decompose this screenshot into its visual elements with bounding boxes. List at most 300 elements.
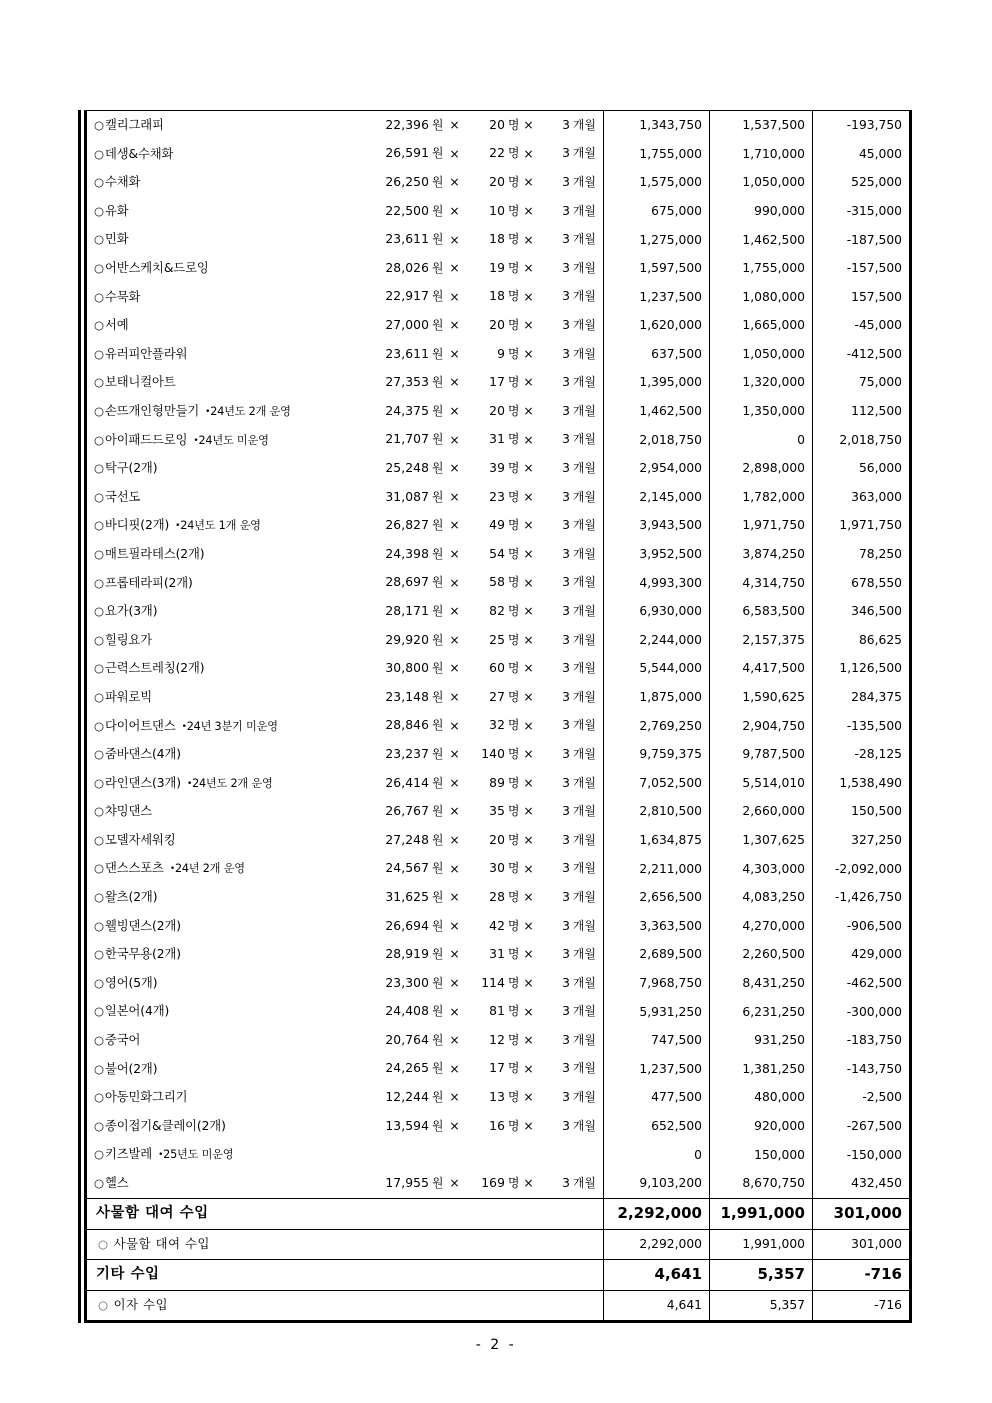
months-cell: 3 개월 [562,346,596,361]
multiply-symbol-1: × [449,118,460,133]
participant-count-cell: 17 명 [489,375,520,390]
budget-current-cell: 1,597,500 [604,254,710,283]
circle-bullet-icon: ○ [94,1033,104,1048]
program-name-cell [86,883,354,912]
months-cell: 3 개월 [562,461,596,476]
circle-bullet-icon: ○ [94,747,104,762]
budget-current-cell: 747,500 [604,1026,710,1055]
months-cell: 3 개월 [562,175,596,190]
budget-current-cell: 4,641 [604,1259,710,1290]
program-name-cell [86,168,354,197]
participant-count-cell: 31 명 [489,432,520,447]
multiply-symbol-1: × [449,718,460,733]
budget-current-cell: 2,810,500 [604,797,710,826]
circle-bullet-icon: ○ [94,975,104,990]
program-name-label: 챠밍댄스 [104,804,153,819]
budget-diff-cell: 432,450 [813,1169,911,1198]
multiply-symbol-1: × [449,690,460,705]
multiply-symbol-2: × [523,404,534,419]
budget-current-cell: 0 [604,1140,710,1169]
participant-count-cell: 60 명 [489,661,520,676]
months-cell: 3 개월 [562,575,596,590]
budget-previous-cell: 3,874,250 [710,540,813,569]
program-name-label: 매트필라테스(2개) [104,546,205,561]
budget-previous-cell: 9,787,500 [710,740,813,769]
multiply-symbol-1: × [449,175,460,190]
multiply-symbol-1: × [449,775,460,790]
months-cell: 3 개월 [562,1175,596,1190]
months-cell: 3 개월 [562,260,596,275]
table-row [86,569,911,598]
program-name-label: 근력스트레칭(2개) [104,661,205,676]
program-name-label: 탁구(2개) [104,461,158,476]
months-cell: 3 개월 [562,546,596,561]
budget-current-cell: 1,462,500 [604,397,710,426]
table-row [86,168,911,197]
program-name-cell [86,769,354,798]
table-row [86,283,911,312]
months-cell: 3 개월 [562,632,596,647]
budget-diff-cell: 363,000 [813,483,911,512]
table-row [86,883,911,912]
multiply-symbol-1: × [449,489,460,504]
table-row [86,397,911,426]
table-row [86,1083,911,1112]
months-cell: 3 개월 [562,746,596,761]
program-name-label: 헬스 [104,1176,129,1191]
unit-price-cell: 23,300 원 [385,975,444,990]
unit-price-cell: 23,237 원 [385,746,444,761]
table-row [86,969,911,998]
table-row [86,254,911,283]
program-name-label: 아동민화그리기 [104,1090,188,1105]
unit-price-cell: 28,026 원 [385,260,444,275]
budget-current-cell: 5,544,000 [604,654,710,683]
multiply-symbol-2: × [523,118,534,133]
circle-bullet-icon: ○ [94,832,104,847]
table-row [86,940,911,969]
financial-table [84,110,912,1323]
circle-bullet-icon: ○ [94,661,104,676]
multiply-symbol-2: × [523,632,534,647]
months-cell: 3 개월 [562,289,596,304]
circle-bullet-icon: ○ [94,775,104,790]
program-name-cell [86,997,354,1026]
months-cell: 3 개월 [562,947,596,962]
multiply-symbol-2: × [523,918,534,933]
program-name-cell [86,826,354,855]
participant-count-cell: 89 명 [489,775,520,790]
program-name-cell [86,283,354,312]
section-label: 사물함 대여 수입 [96,1205,209,1222]
participant-count-cell: 169 명 [481,1175,520,1190]
circle-bullet-icon: ○ [94,575,104,590]
circle-bullet-icon: ○ [94,461,104,476]
multiply-symbol-1: × [449,432,460,447]
program-name-cell [86,254,354,283]
unit-price-cell: 27,000 원 [385,318,444,333]
participant-count-cell: 35 명 [489,804,520,819]
unit-price-cell: 28,919 원 [385,947,444,962]
budget-previous-cell: 990,000 [710,197,813,226]
multiply-symbol-2: × [523,461,534,476]
program-name-cell [86,426,354,455]
circle-bullet-icon: ○ [94,947,104,962]
budget-current-cell: 3,952,500 [604,540,710,569]
circle-bullet-icon: ○ [94,232,104,247]
multiply-symbol-2: × [523,1118,534,1133]
unit-price-cell: 22,917 원 [385,289,444,304]
program-note-label: •24년도 미운영 [193,433,269,447]
table-row [86,540,911,569]
months-cell: 3 개월 [562,918,596,933]
budget-previous-cell: 1,665,000 [710,311,813,340]
budget-previous-cell: 1,381,250 [710,1055,813,1084]
participant-count-cell: 12 명 [489,1032,520,1047]
budget-previous-cell: 1,710,000 [710,140,813,169]
unit-price-cell: 24,398 원 [385,546,444,561]
budget-current-cell: 2,211,000 [604,854,710,883]
budget-current-cell: 675,000 [604,197,710,226]
budget-previous-cell: 0 [710,426,813,455]
budget-previous-cell: 931,250 [710,1026,813,1055]
participant-count-cell: 32 명 [489,718,520,733]
participant-count-cell: 19 명 [489,260,520,275]
table-row [86,340,911,369]
budget-previous-cell: 1,050,000 [710,168,813,197]
months-cell: 3 개월 [562,661,596,676]
budget-previous-cell: 5,357 [710,1290,813,1321]
budget-current-cell: 1,237,500 [604,1055,710,1084]
budget-previous-cell: 1,050,000 [710,340,813,369]
budget-diff-cell: -267,500 [813,1112,911,1141]
circle-bullet-icon: ○ [94,804,104,819]
budget-diff-cell: -45,000 [813,311,911,340]
table-row [86,1112,911,1141]
budget-current-cell: 2,244,000 [604,626,710,655]
budget-current-cell: 2,954,000 [604,454,710,483]
program-name-cell [86,797,354,826]
program-name-label: 일본어(4개) [104,1004,170,1019]
outer-left-rule [78,110,81,1323]
budget-previous-cell: 6,231,250 [710,997,813,1026]
circle-bullet-icon: ○ [94,1004,104,1019]
circle-bullet-icon: ○ [94,1147,104,1162]
months-cell: 3 개월 [562,117,596,132]
budget-previous-cell: 1,991,000 [710,1229,813,1259]
budget-diff-cell: -716 [813,1259,911,1290]
table-row [86,769,911,798]
participant-count-cell: 10 명 [489,203,520,218]
participant-count-cell: 20 명 [489,318,520,333]
multiply-symbol-2: × [523,690,534,705]
program-name-label: 국선도 [104,489,141,504]
unit-price-cell: 26,827 원 [385,518,444,533]
multiply-symbol-2: × [523,489,534,504]
participant-count-cell: 81 명 [489,1004,520,1019]
budget-previous-cell: 1,307,625 [710,826,813,855]
budget-current-cell: 4,993,300 [604,569,710,598]
program-name-cell [86,225,354,254]
financial-table-container [84,110,909,1323]
budget-previous-cell: 2,660,000 [710,797,813,826]
budget-current-cell: 9,103,200 [604,1169,710,1198]
budget-previous-cell: 1,782,000 [710,483,813,512]
program-name-cell [86,397,354,426]
program-name-label: 파워로빅 [104,689,153,704]
multiply-symbol-2: × [523,804,534,819]
budget-previous-cell: 2,260,500 [710,940,813,969]
months-cell: 3 개월 [562,146,596,161]
budget-diff-cell: 525,000 [813,168,911,197]
program-name-label: 중국어 [104,1033,141,1048]
budget-current-cell: 2,689,500 [604,940,710,969]
program-name-label: 바디핏(2개) [104,518,170,533]
table-row [86,311,911,340]
section-label-cell [86,1229,604,1259]
participant-count-cell: 140 명 [481,746,520,761]
months-cell: 3 개월 [562,318,596,333]
multiply-symbol-2: × [523,575,534,590]
multiply-symbol-2: × [523,861,534,876]
program-name-cell [86,854,354,883]
program-name-cell [86,1140,354,1169]
program-name-cell [86,740,354,769]
unit-price-cell: 23,148 원 [385,689,444,704]
budget-diff-cell: 2,018,750 [813,426,911,455]
budget-current-cell: 4,641 [604,1290,710,1321]
circle-bullet-icon: ○ [98,1236,109,1251]
table-row [86,826,911,855]
section-detail-row [86,1290,911,1321]
circle-bullet-icon: ○ [98,1297,109,1312]
budget-diff-cell: 1,538,490 [813,769,911,798]
participant-count-cell: 27 명 [489,689,520,704]
unit-price-cell: 25,248 원 [385,461,444,476]
circle-bullet-icon: ○ [94,632,104,647]
program-name-cell [86,626,354,655]
unit-price-cell: 21,707 원 [385,432,444,447]
budget-current-cell: 637,500 [604,340,710,369]
budget-diff-cell: -150,000 [813,1140,911,1169]
table-row [86,1026,911,1055]
budget-diff-cell: 157,500 [813,283,911,312]
budget-previous-cell: 4,314,750 [710,569,813,598]
multiply-symbol-2: × [523,1004,534,1019]
multiply-symbol-2: × [523,775,534,790]
multiply-symbol-1: × [449,832,460,847]
budget-diff-cell: 284,375 [813,683,911,712]
budget-previous-cell: 2,904,750 [710,711,813,740]
circle-bullet-icon: ○ [94,518,104,533]
multiply-symbol-1: × [449,747,460,762]
unit-price-cell: 24,408 원 [385,1004,444,1019]
multiply-symbol-1: × [449,890,460,905]
program-name-label: 종이접기&클레이(2개) [104,1118,226,1133]
budget-current-cell: 1,395,000 [604,368,710,397]
budget-diff-cell: 56,000 [813,454,911,483]
circle-bullet-icon: ○ [94,261,104,276]
circle-bullet-icon: ○ [94,1061,104,1076]
program-note-label: •24년도 2개 운영 [205,404,291,418]
multiply-symbol-2: × [523,547,534,562]
budget-current-cell: 2,292,000 [604,1198,710,1229]
program-name-label: 수묵화 [104,289,141,304]
participant-count-cell: 82 명 [489,603,520,618]
table-row [86,426,911,455]
budget-current-cell: 3,363,500 [604,912,710,941]
program-name-label: 영어(5개) [104,975,158,990]
circle-bullet-icon: ○ [94,890,104,905]
multiply-symbol-2: × [523,518,534,533]
unit-price-cell: 30,800 원 [385,661,444,676]
table-row [86,140,911,169]
program-name-cell [86,454,354,483]
financial-table-body [86,111,911,1322]
unit-price-cell: 26,591 원 [385,146,444,161]
months-cell: 3 개월 [562,832,596,847]
section-header-row [86,1198,911,1229]
section-label: 사물함 대여 수입 [113,1236,211,1251]
budget-previous-cell: 1,350,000 [710,397,813,426]
unit-price-cell: 26,250 원 [385,175,444,190]
table-row [86,711,911,740]
page-footer: - 2 - [475,1337,517,1353]
months-cell: 3 개월 [562,975,596,990]
months-cell: 3 개월 [562,804,596,819]
unit-price-cell: 27,353 원 [385,375,444,390]
circle-bullet-icon: ○ [94,318,104,333]
table-row [86,454,911,483]
multiply-symbol-1 [446,1140,464,1169]
months-cell: 3 개월 [562,1090,596,1105]
unit-price-cell: 31,087 원 [385,489,444,504]
circle-bullet-icon: ○ [94,546,104,561]
participant-count-cell: 30 명 [489,861,520,876]
table-row [86,683,911,712]
multiply-symbol-1: × [449,1004,460,1019]
budget-current-cell: 1,275,000 [604,225,710,254]
participant-count-cell: 20 명 [489,832,520,847]
budget-previous-cell: 1,590,625 [710,683,813,712]
multiply-symbol-1: × [449,203,460,218]
budget-diff-cell: 301,000 [813,1229,911,1259]
multiply-symbol-1: × [449,1033,460,1048]
unit-price-cell: 31,625 원 [385,889,444,904]
participant-count-cell: 18 명 [489,289,520,304]
program-name-cell [86,1083,354,1112]
multiply-symbol-2: × [523,289,534,304]
program-name-cell [86,197,354,226]
budget-previous-cell: 2,898,000 [710,454,813,483]
program-note-label: •24년 3분기 미운영 [181,719,278,733]
participant-count-cell: 28 명 [489,889,520,904]
multiply-symbol-1: × [449,1061,460,1076]
budget-diff-cell: 1,971,750 [813,511,911,540]
months-cell: 3 개월 [562,518,596,533]
multiply-symbol-2: × [523,261,534,276]
participant-count-cell: 58 명 [489,575,520,590]
program-name-cell [86,683,354,712]
multiply-symbol-2: × [523,318,534,333]
participant-count-cell: 20 명 [489,175,520,190]
program-name-label: 웰빙댄스(2개) [104,918,181,933]
multiply-symbol-2: × [523,975,534,990]
budget-diff-cell: 429,000 [813,940,911,969]
months-cell [538,1140,604,1169]
circle-bullet-icon: ○ [94,604,104,619]
program-name-cell [86,1112,354,1141]
program-name-label: 캘리그래피 [104,118,164,133]
table-row [86,1169,911,1198]
budget-diff-cell: -2,092,000 [813,854,911,883]
multiply-symbol-2 [520,1140,538,1169]
multiply-symbol-1: × [449,604,460,619]
budget-diff-cell: -716 [813,1290,911,1321]
months-cell: 3 개월 [562,603,596,618]
section-label: 이자 수입 [113,1297,169,1312]
unit-price-cell: 28,171 원 [385,603,444,618]
table-row [86,854,911,883]
program-name-label: 아이패드드로잉 [104,432,188,447]
budget-previous-cell: 920,000 [710,1112,813,1141]
budget-diff-cell: 150,500 [813,797,911,826]
program-name-label: 힐링요가 [104,632,153,647]
participant-count-cell: 22 명 [489,146,520,161]
program-name-label: 요가(3개) [104,604,158,619]
program-name-label: 한국무용(2개) [104,947,181,962]
budget-current-cell: 1,237,500 [604,283,710,312]
table-row [86,225,911,254]
budget-current-cell: 1,620,000 [604,311,710,340]
months-cell: 3 개월 [562,1032,596,1047]
budget-previous-cell: 1,991,000 [710,1198,813,1229]
program-name-cell [86,940,354,969]
program-name-cell [86,140,354,169]
circle-bullet-icon: ○ [94,1176,104,1191]
multiply-symbol-2: × [523,1033,534,1048]
months-cell: 3 개월 [562,689,596,704]
budget-previous-cell: 6,583,500 [710,597,813,626]
table-row [86,368,911,397]
months-cell: 3 개월 [562,718,596,733]
program-name-cell [86,1169,354,1198]
months-cell: 3 개월 [562,889,596,904]
budget-current-cell: 5,931,250 [604,997,710,1026]
budget-diff-cell: -157,500 [813,254,911,283]
program-name-label: 다이어트댄스 [104,718,176,733]
participant-count-cell: 31 명 [489,947,520,962]
budget-diff-cell: -315,000 [813,197,911,226]
unit-price-cell: 26,767 원 [385,804,444,819]
program-name-cell [86,111,354,140]
unit-price-cell: 28,697 원 [385,575,444,590]
table-row [86,483,911,512]
budget-diff-cell: 112,500 [813,397,911,426]
program-name-label: 민화 [104,232,129,247]
budget-previous-cell: 4,083,250 [710,883,813,912]
circle-bullet-icon: ○ [94,146,104,161]
unit-price-cell: 22,500 원 [385,203,444,218]
section-label-cell [86,1198,604,1229]
budget-previous-cell: 1,971,750 [710,511,813,540]
budget-diff-cell: -183,750 [813,1026,911,1055]
program-name-cell [86,569,354,598]
participant-count-cell: 17 명 [489,1061,520,1076]
program-name-label: 수채화 [104,175,141,190]
multiply-symbol-1: × [449,261,460,276]
multiply-symbol-2: × [523,375,534,390]
